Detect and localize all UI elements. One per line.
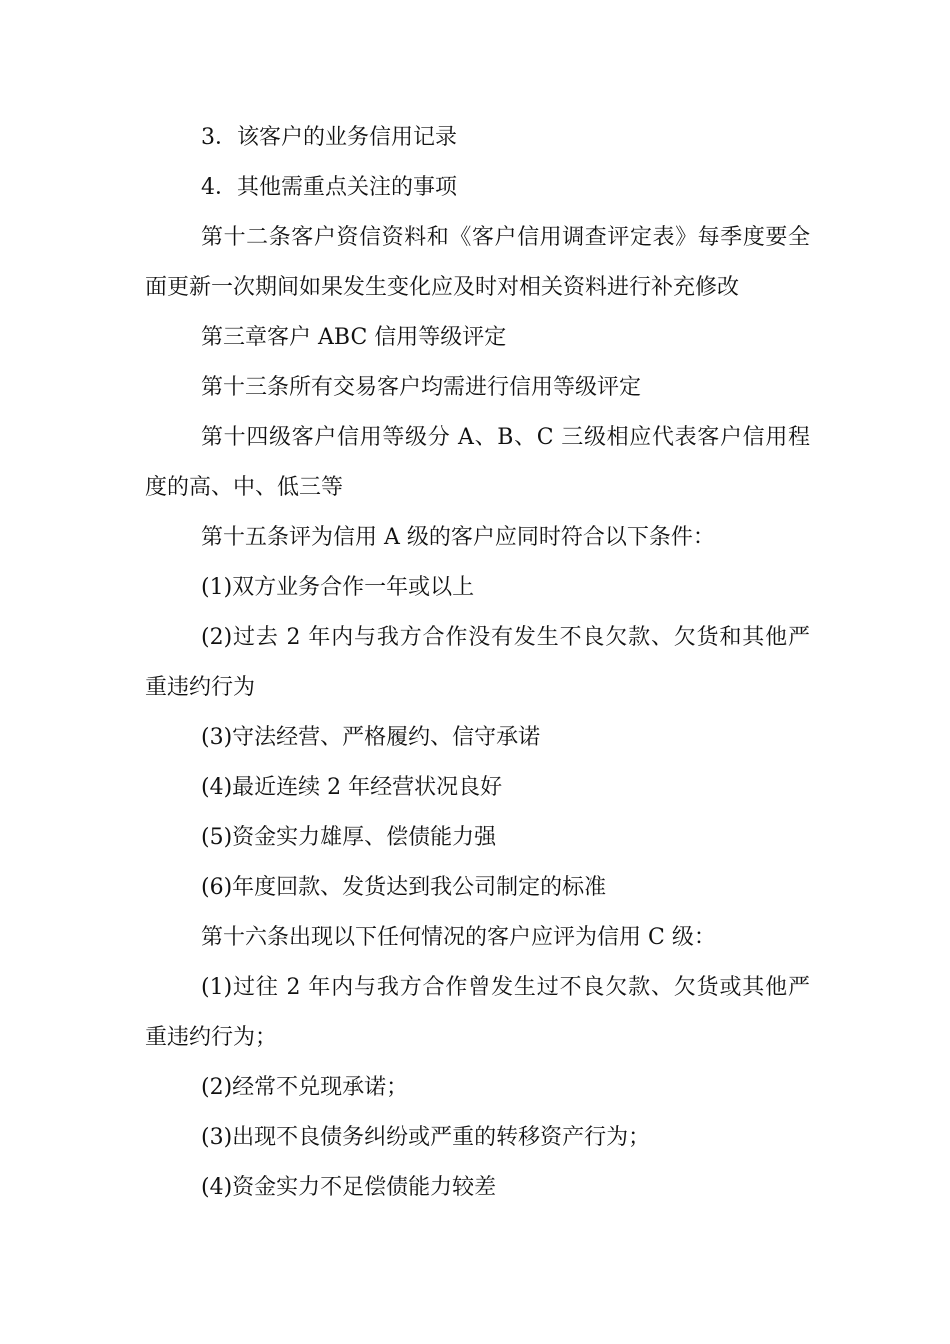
a-condition-6: (6)年度回款、发货达到我公司制定的标准 — [201, 875, 607, 900]
document-body — [145, 113, 810, 1213]
article-12: 第十二条客户资信资料和《客户信用调查评定表》每季度要全面更新一次期间如果发生变化应及时对相关资料进行补充修改 — [145, 225, 810, 300]
a-condition-1: (1)双方业务合作一年或以上 — [201, 575, 475, 600]
article-14: 第十四级客户信用等级分 A、B、C 三级相应代表客户信用程度的高、中、低三等 — [145, 425, 810, 500]
a-condition-3: (3)守法经营、严格履约、信守承诺 — [201, 725, 541, 750]
a-condition-5: (5)资金实力雄厚、偿债能力强 — [201, 825, 497, 850]
chapter-3-heading: 第三章客户 ABC 信用等级评定 — [201, 325, 507, 350]
a-condition-4: (4)最近连续 2 年经营状况良好 — [201, 775, 503, 800]
a-condition-2: (2)过去 2 年内与我方合作没有发生不良欠款、欠货和其他严重违约行为 — [145, 625, 810, 700]
list-item-3: 3．该客户的业务信用记录 — [201, 125, 457, 150]
article-16: 第十六条出现以下任何情况的客户应评为信用 C 级： — [201, 925, 716, 950]
list-item-4: 4．其他需重点关注的事项 — [201, 175, 457, 200]
c-condition-2: (2)经常不兑现承诺； — [201, 1075, 409, 1100]
c-condition-3: (3)出现不良债务纠纷或严重的转移资产行为； — [201, 1125, 651, 1150]
article-15: 第十五条评为信用 A 级的客户应同时符合以下条件： — [201, 525, 715, 550]
article-13: 第十三条所有交易客户均需进行信用等级评定 — [201, 375, 642, 400]
c-condition-1: (1)过往 2 年内与我方合作曾发生过不良欠款、欠货或其他严重违约行为； — [145, 975, 810, 1050]
c-condition-4: (4)资金实力不足偿债能力较差 — [201, 1175, 497, 1200]
